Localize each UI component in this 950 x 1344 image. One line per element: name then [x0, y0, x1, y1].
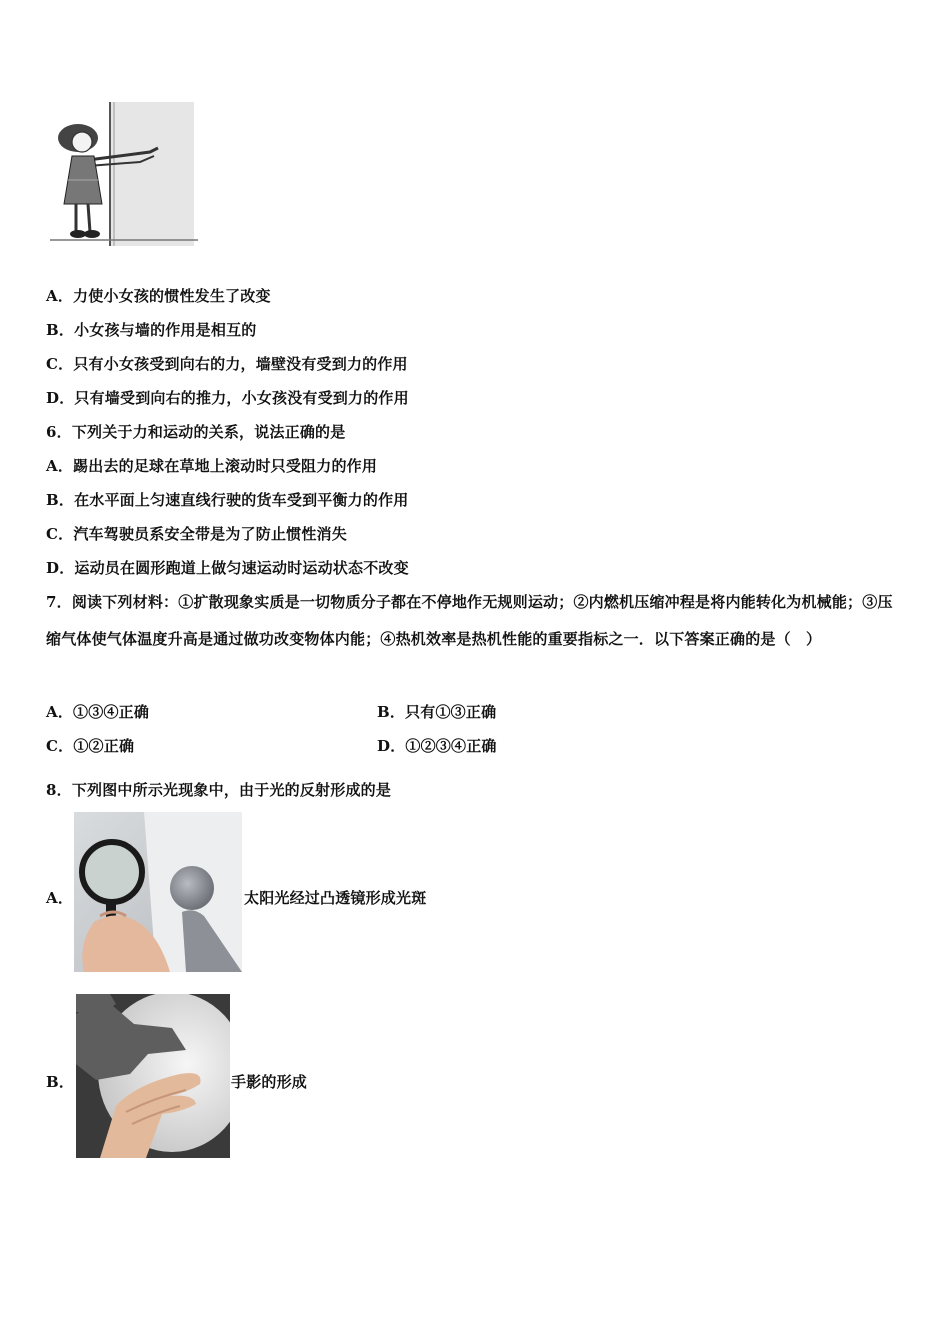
q6-stem: 6．下列关于力和运动的关系，说法正确的是	[46, 423, 346, 441]
q5-option-d: D．只有墙受到向右的推力，小女孩没有受到力的作用	[46, 389, 409, 407]
q8-option-a-label: A．	[46, 889, 74, 907]
q6-option-c: C．汽车驾驶员系安全带是为了防止惯性消失	[46, 525, 347, 543]
girl-pushing-wall-figure	[50, 100, 198, 248]
q7-option-d: D．①②③④正确	[377, 737, 497, 755]
q6-option-d: D．运动员在圆形跑道上做匀速运动时运动状态不改变	[46, 559, 409, 577]
q8-stem: 8．下列图中所示光现象中，由于光的反射形成的是	[46, 781, 392, 799]
q7-option-c: C．①②正确	[46, 737, 135, 755]
magnifier-photo	[74, 812, 242, 972]
q6-option-a: A．踢出去的足球在草地上滚动时只受阻力的作用	[46, 457, 378, 475]
q8-option-a-caption: 太阳光经过凸透镜形成光斑	[244, 889, 427, 907]
q5-option-a: A．力使小女孩的惯性发生了改变	[46, 287, 271, 305]
q7-option-a: A．①③④正确	[46, 703, 150, 721]
q8-option-b-caption: 手影的形成	[231, 1073, 308, 1091]
q7-stem: 7．阅读下列材料：①扩散现象实质是一切物质分子都在不停地作无规则运动；②内燃机压缩冲程是将内能转化为机械能；③压缩气体使气体温度升高是通过做功改变物体内能；④热机效率是热机性能的重要指标之一．以下答案正确的是（ ）	[46, 593, 893, 648]
q5-option-b: B．小女孩与墙的作用是相互的	[46, 321, 257, 339]
q7-option-b: B．只有①③正确	[377, 703, 497, 721]
q5-option-c: C．只有小女孩受到向右的力，墙壁没有受到力的作用	[46, 355, 408, 373]
q8-option-b-label: B．	[46, 1073, 75, 1091]
hand-shadow-photo	[76, 994, 230, 1158]
q6-option-b: B．在水平面上匀速直线行驶的货车受到平衡力的作用	[46, 491, 409, 509]
